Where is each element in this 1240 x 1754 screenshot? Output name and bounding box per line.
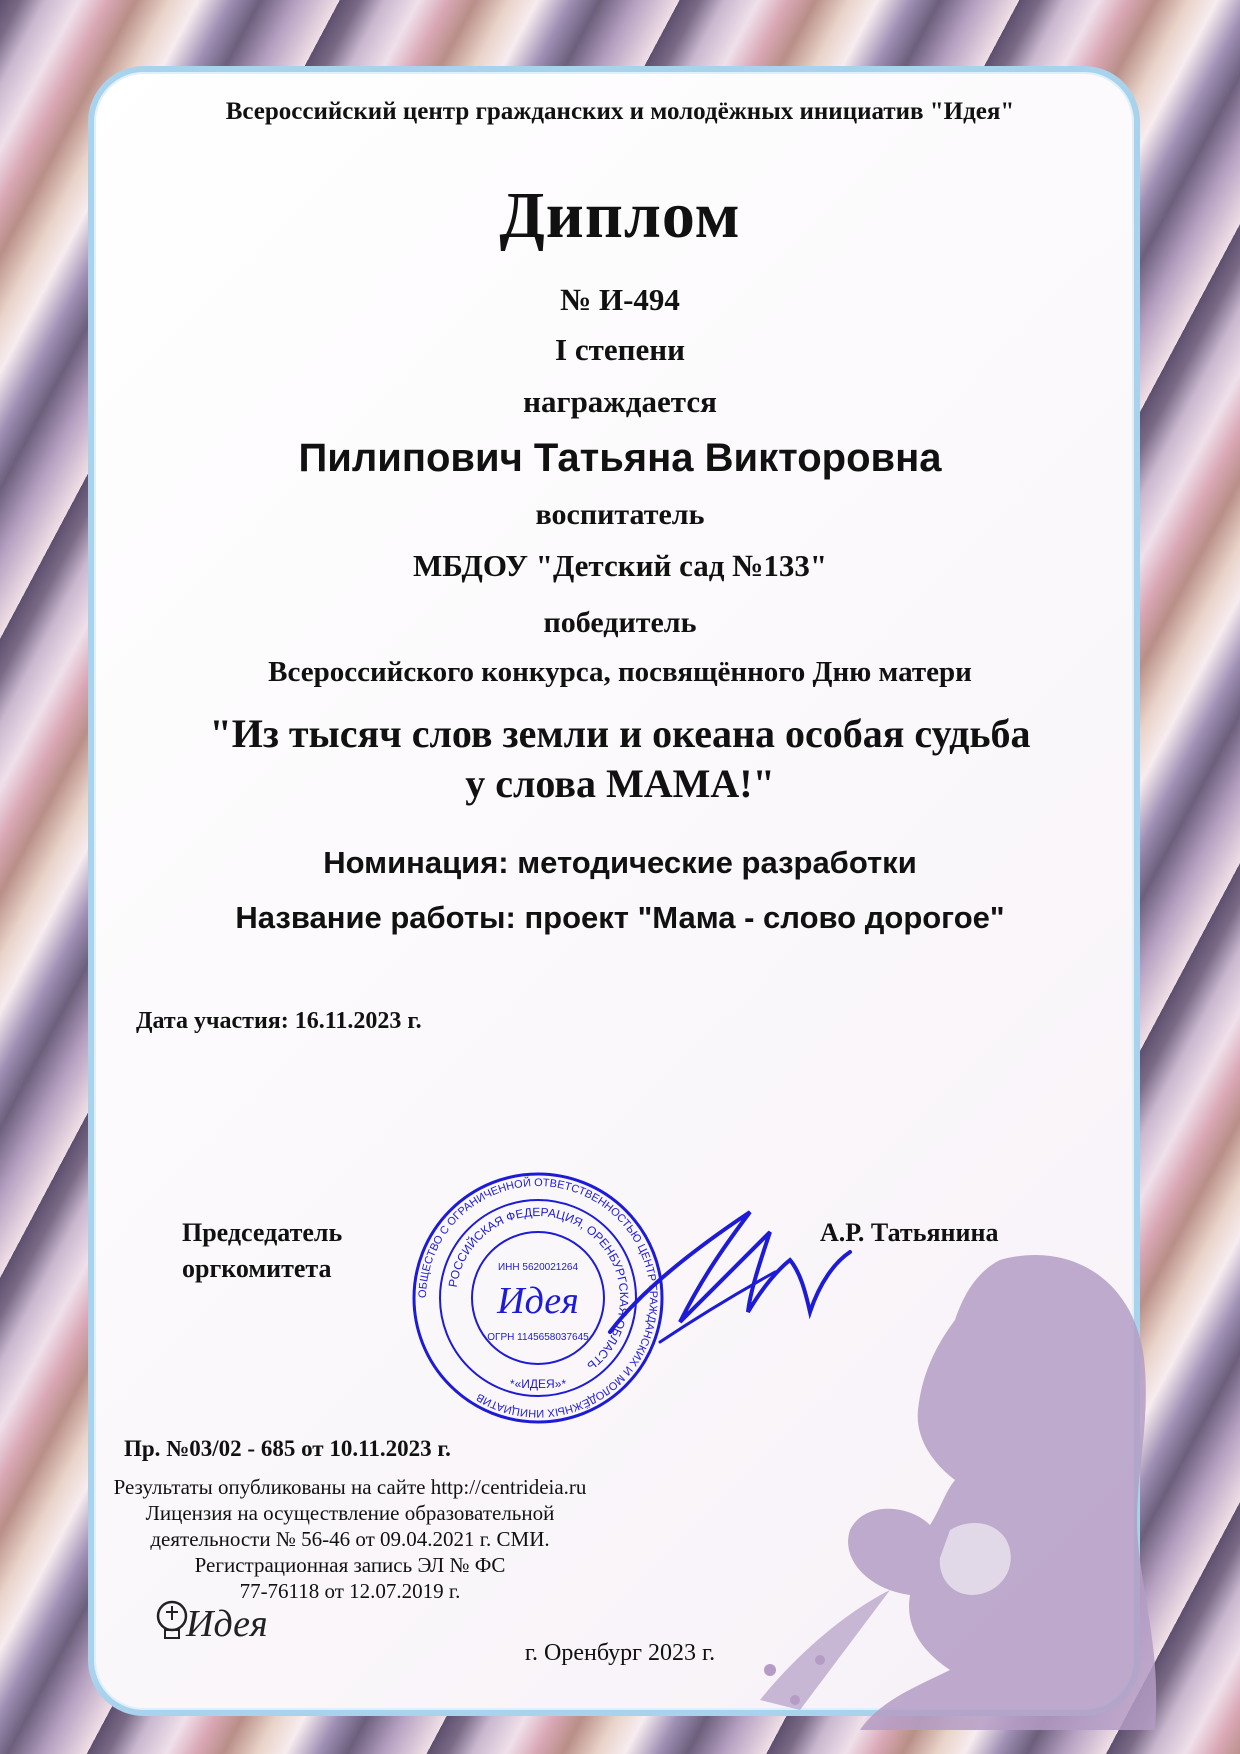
recipient-name: Пилипович Татьяна Викторовна xyxy=(298,436,942,480)
work-title: Название работы: проект "Мама - слово дорогое" xyxy=(235,900,1005,935)
diploma-degree: I степени xyxy=(555,332,685,367)
footer-line: Результаты опубликованы на сайте http://centrideia.ru xyxy=(113,1475,587,1499)
contest-name-line1: "Из тысяч слов земли и океана особая судьба xyxy=(209,711,1031,756)
status-label: победитель xyxy=(543,606,697,639)
svg-text:Идея: Идея xyxy=(497,1280,579,1322)
signature-role-line2: оргкомитета xyxy=(182,1254,332,1283)
publication-info xyxy=(100,1474,600,1604)
organizer-title: Всероссийский центр гражданских и молодёжных инициатив "Идея" xyxy=(225,98,1015,125)
footer-line: деятельности № 56-46 от 09.04.2021 г. СМИ. xyxy=(150,1527,550,1551)
order-number: Пр. №03/02 - 685 от 10.11.2023 г. xyxy=(124,1436,451,1461)
svg-text:РОССИЙСКАЯ ФЕДЕРАЦИЯ, ОРЕНБУРГ: РОССИЙСКАЯ ФЕДЕРАЦИЯ, ОРЕНБУРГСКАЯ ОБЛАСТЬ xyxy=(445,1204,632,1374)
svg-text:ОГРН 1145658037645: ОГРН 1145658037645 xyxy=(487,1332,589,1343)
awarded-label: награждается xyxy=(523,384,717,419)
svg-text:ОБЩЕСТВО С ОГРАНИЧЕННОЙ ОТВЕТС: ОБЩЕСТВО С ОГРАНИЧЕННОЙ ОТВЕТСТВЕННОСТЬЮ ЦЕНТР ГРАЖДАНСКИХ И МОЛОДЁЖНЫХ ИНИЦИАТИВ xyxy=(416,1176,660,1420)
footer-line: Лицензия на осуществление образовательной xyxy=(145,1501,555,1525)
footer-line: Регистрационная запись ЭЛ № ФС xyxy=(194,1553,506,1577)
logo-text: Идея xyxy=(186,1603,268,1645)
svg-text:ИНН 5620021264: ИНН 5620021264 xyxy=(497,1262,579,1273)
nomination: Номинация: методические разработки xyxy=(323,845,917,880)
contest-description: Всероссийского конкурса, посвящённого Дню матери xyxy=(268,656,972,688)
signature-name: А.Р. Татьянина xyxy=(820,1218,999,1247)
footer-line: 77-76118 от 12.07.2019 г. xyxy=(239,1579,461,1603)
svg-text:*«ИДЕЯ»*: *«ИДЕЯ»* xyxy=(509,1377,567,1391)
signature-role-line1: Председатель xyxy=(182,1218,343,1247)
contest-name-line2: у слова МАМА!" xyxy=(465,761,775,806)
recipient-position: воспитатель xyxy=(535,498,705,531)
institution: МБДОУ "Детский сад №133" xyxy=(412,548,828,583)
participation-date: Дата участия: 16.11.2023 г. xyxy=(136,1008,422,1034)
city-year: г. Оренбург 2023 г. xyxy=(524,1640,716,1666)
diploma-title: Диплом xyxy=(499,179,741,252)
diploma-number: № И-494 xyxy=(560,282,680,317)
organization-stamp xyxy=(408,1168,668,1428)
